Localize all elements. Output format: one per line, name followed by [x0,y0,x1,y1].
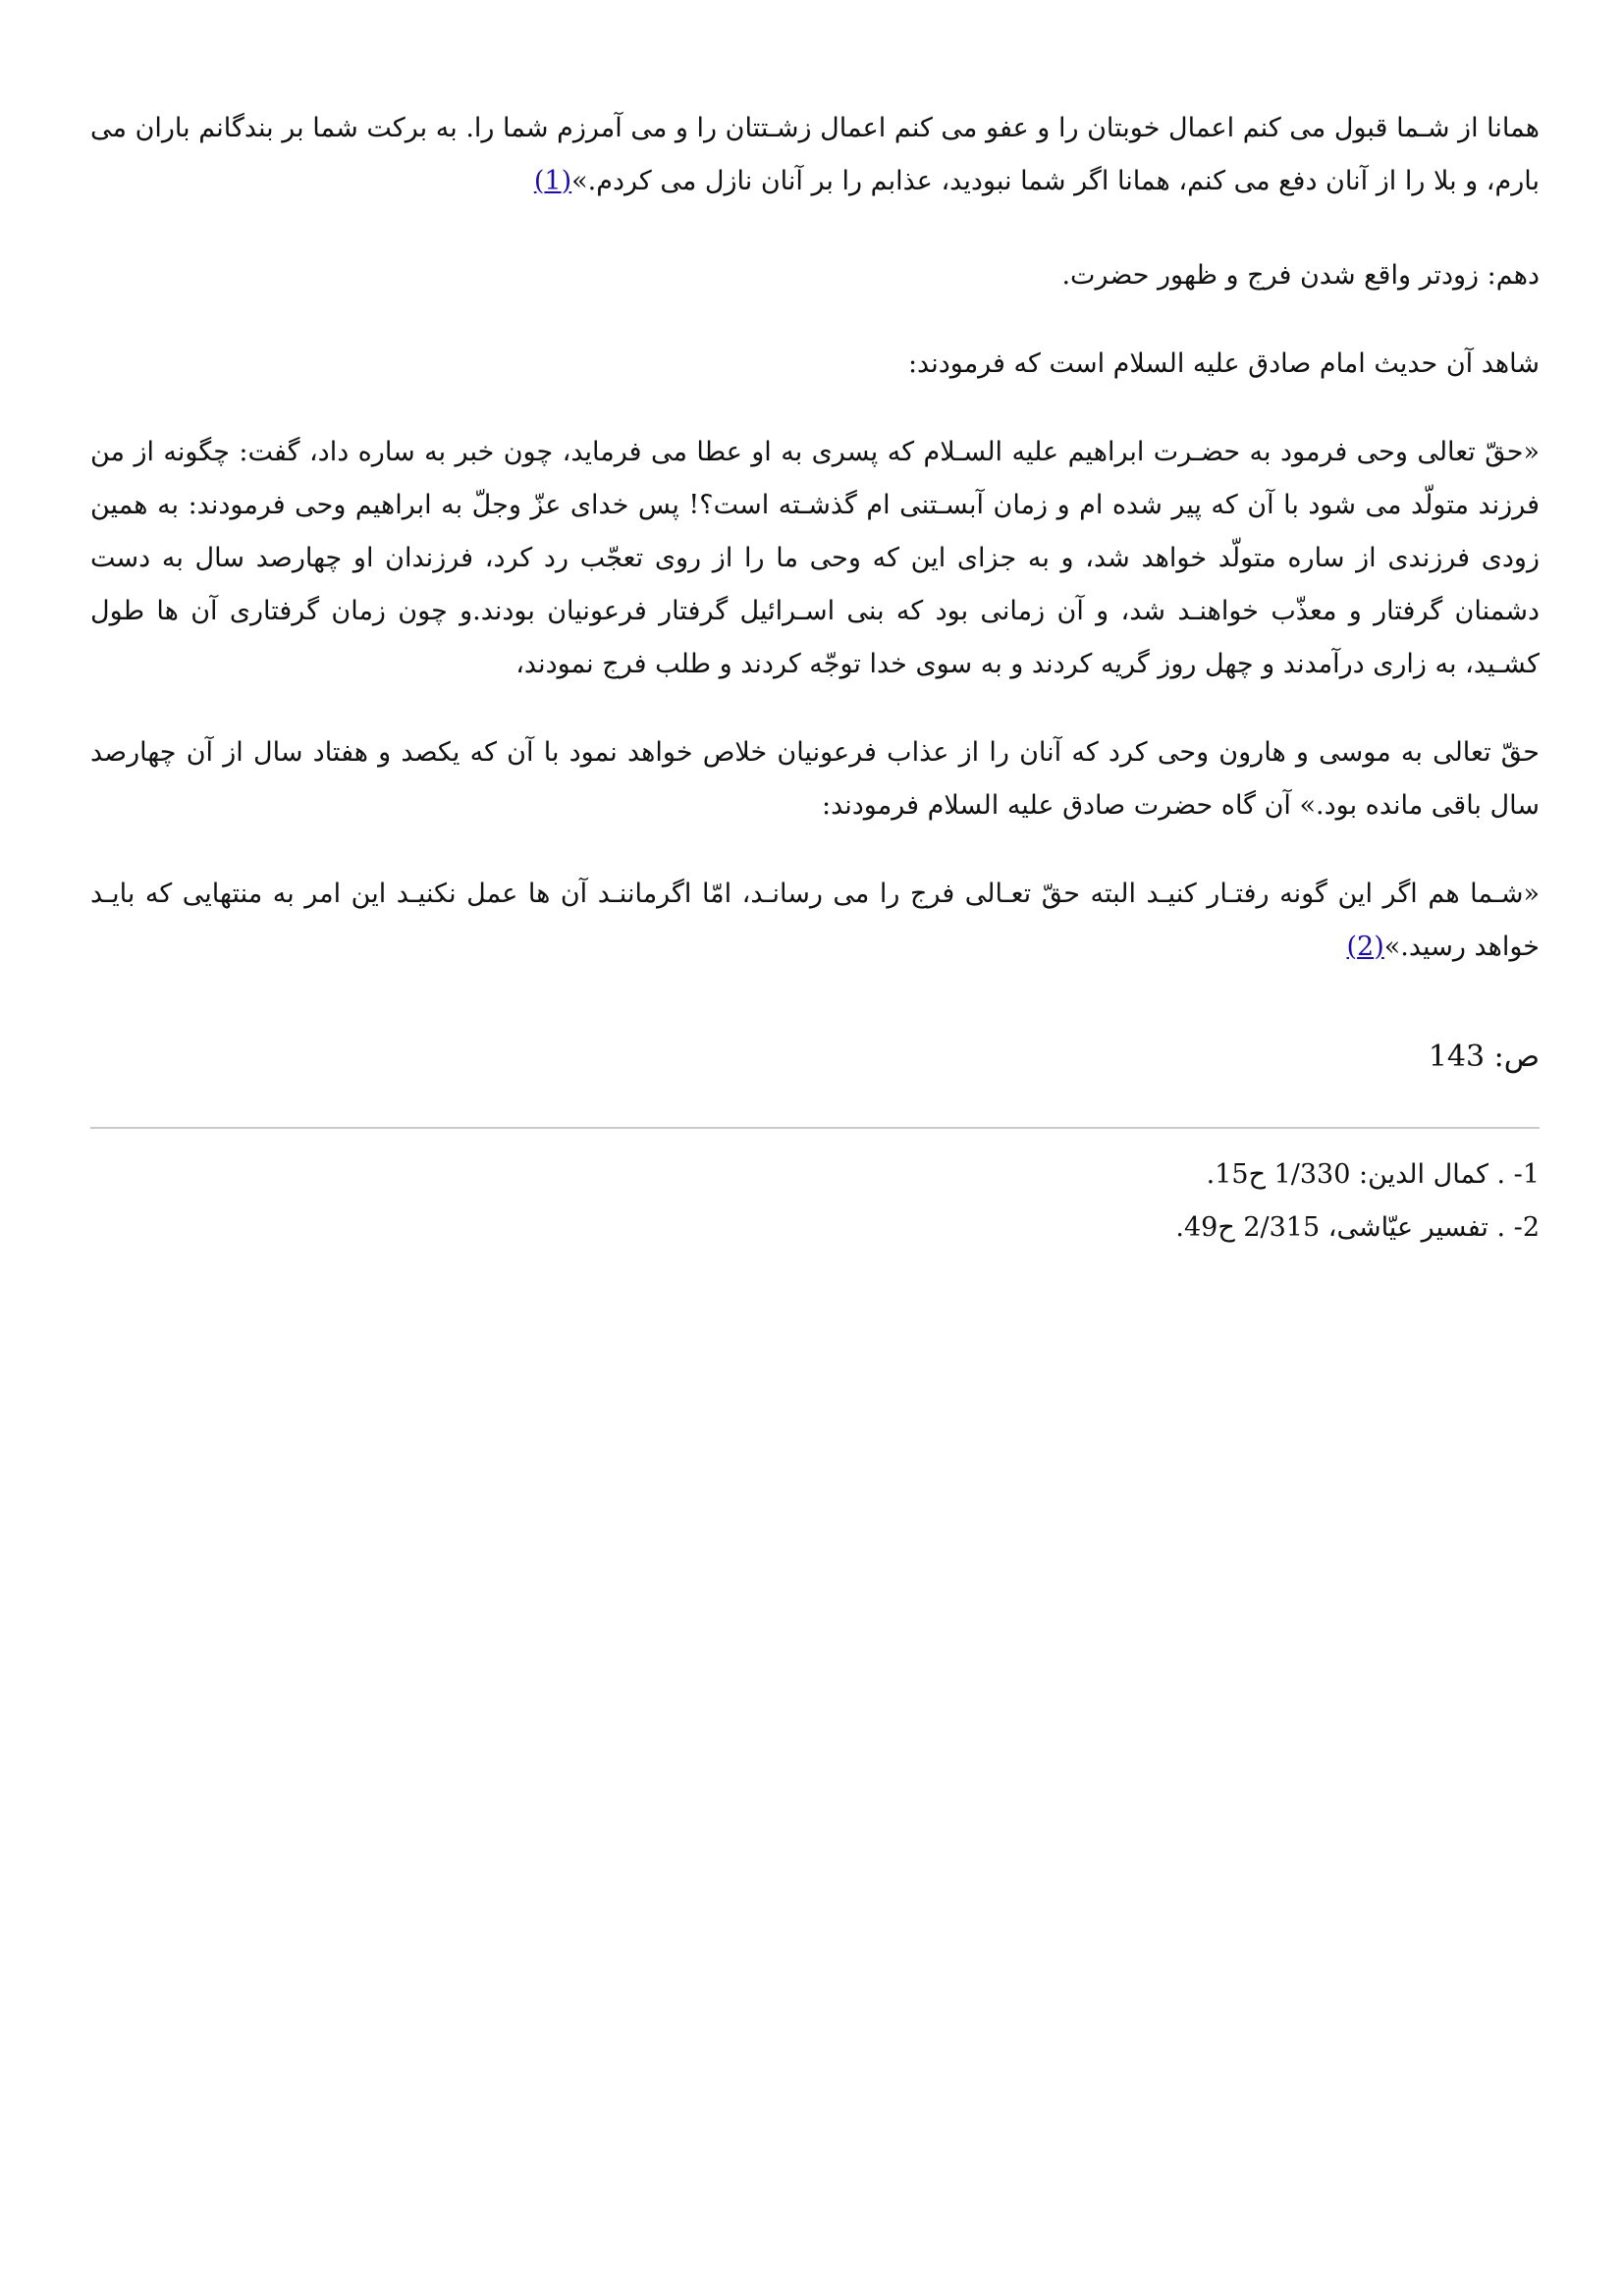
paragraph-2: دهم: زودتر واقع شدن فرج و ظهور حضرت. [1061,260,1540,291]
footnote-2: 2- . تفسیر عیّاشی، 2/315 ح49. [1175,1212,1540,1243]
paragraph-6-text: «شـما هم اگر این گونه رفتـار کنیـد البته حقّ تعـالی فرج را می رسانـد، امّا اگرماننـد آن ها عمل نکنیـد این امر به منتهایی که بایـد خواهد رسید.» [90,879,1540,962]
paragraph-6 [90,868,1540,974]
paragraph-1 [90,102,1540,208]
paragraph-3: شاهد آن حدیث امام صادق علیه السلام است که فرمودند: [907,348,1540,379]
paragraph-5: حقّ تعالی به موسی و هارون وحی کرد که آنان را از عذاب فرعونیان خلاص خواهد نمود با آن که یکصد و هفتاد سال از آن چهارصد سال باقی مانده بود.» آن گاه حضرت صادق علیه السلام فرمودند: [90,737,1540,821]
document-page [90,102,1540,1255]
footnote-link-2[interactable]: (2) [1346,932,1384,962]
footnotes [90,1148,1540,1255]
footnote-1: 1- . کمال الدین: 1/330 ح15. [1206,1159,1540,1190]
footnote-divider [90,1127,1540,1129]
paragraph-1-text: همانا از شـما قبول می کنم اعمال خوبتان را و عفو می کنم اعمال زشـتتان را و می آمرزم شما را. به برکت شما بر بندگانم باران می بارم، و بلا را از آنان دفع می کنم، همانا اگر شما نبودید، عذابم را بر آنان نازل می کردم.» [90,113,1540,196]
page-number: ص: 143 [1428,1040,1540,1074]
footnote-link-1[interactable]: (1) [533,166,572,196]
paragraph-4: «حقّ تعالی وحی فرمود به حضـرت ابراهیم علیه السـلام که پسری به او عطا می فرماید، چون خبر به ساره داد، گفت: چگونه از من فرزند متولّد می شود با آن که پیر شده ام و زمان آبسـتنی ام گذشـته است؟! پس خدای عزّ وجلّ به ابراهیم وحی فرمودند: به همین زودی فرزندی از ساره متولّد خواهد شد، و به جزای این که وحی ما را از روی تعجّب رد کرد، فرزندان او چهارصد سال به دست دشمنان گرفتار و معذّب خواهنـد شد، و آن زمانی بود که بنی اسـرائیل گرفتار فرعونیان بودند.و چون زمان گرفتاری آن ها طول کشـید، به زاری درآمدند و چهل روز گریه کردند و به سوی خدا توجّه کردند و طلب فرج نمودند، [90,437,1540,679]
